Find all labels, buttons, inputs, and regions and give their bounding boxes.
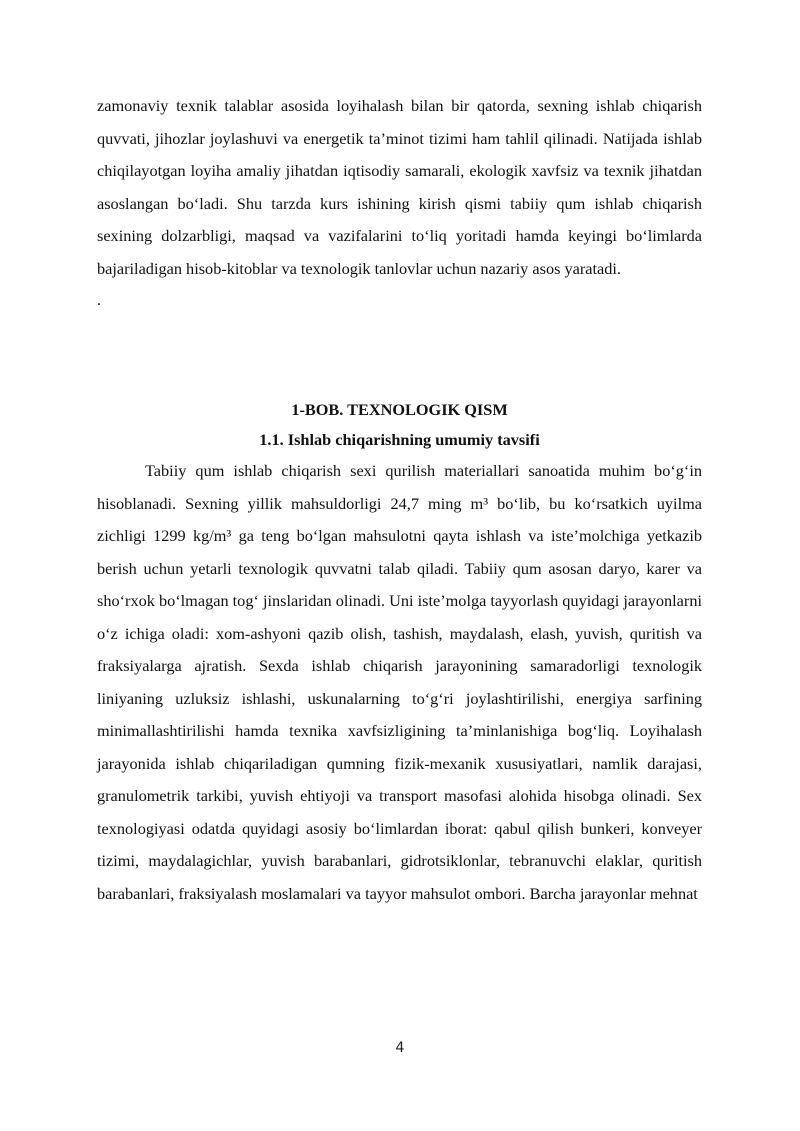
- spacer: [97, 321, 702, 395]
- intro-paragraph: zamonaviy texnik talablar asosida loyihalash bilan bir qatorda, sexning ishlab chiqarish quvvati, jihozlar joylashuvi va energetik ta’minot tizimi ham tahlil qilinadi. Natijada ishlab chiqilayotgan loyiha amaliy jihatdan iqtisodiy samarali, ekologik xavfsiz va texnik jihatdan asoslangan bo‘ladi. Shu tarzda kurs ishining kirish qismi tabiiy qum ishlab chiqarish sexining dolzarbligi, maqsad va vazifalarini to‘liq yoritadi hamda keyingi bo‘limlarda bajariladigan hisob-kitoblar va texnologik tanlovlar uchun nazariy asos yaratadi.: [97, 96, 702, 278]
- stray-dot: .: [97, 292, 101, 309]
- section-title: 1.1. Ishlab chiqarishning umumiy tavsifi: [259, 430, 540, 449]
- chapter-title: 1-BOB. TEXNOLOGIK QISM: [291, 400, 508, 419]
- page-number: 4: [395, 1040, 405, 1056]
- body-paragraph: Tabiiy qum ishlab chiqarish sexi qurilish materiallari sanoatida muhim bo‘g‘in hisoblanadi. Sexning yillik mahsuldorligi 24,7 ming m³ bo‘lib, bu ko‘rsatkich uyilma zichligi 1299 kg/m³ ga teng bo‘lgan mahsulotni qayta ishlash va iste’molchiga yetkazib berish uchun yetarli texnologik quvvatni talab qiladi. Tabiiy qum asosan daryo, karer va sho‘rxok bo‘lmagan tog‘ jinslaridan olinadi. Uni iste’molga tayyorlash quyidagi jarayonlarni o‘z ichiga oladi: xom-ashyoni qazib olish, tashish, maydalash, elash, yuvish, quritish va fraksiyalarga ajratish. Sexda ishlab chiqarish jarayonining samaradorligi texnologik liniyaning uzluksiz ishlashi, uskunalarning to‘g‘ri joylashtirilishi, energiya sarfining minimallashtirilishi hamda texnika xavfsizligining ta’minlanishiga bog‘liq. Loyihalash jarayonida ishlab chiqariladigan qumning fizik-mexanik xususiyatlari, namlik darajasi, granulometrik tarkibi, yuvish ehtiyoji va transport masofasi alohida hisobga olinadi. Sex texnologiyasi odatda quyidagi asosiy bo‘limlardan iborat: qabul qilish bunkeri, konveyer tizimi, maydalagichlar, yuvish barabanlari, gidrotsiklonlar, tebranuvchi elaklar, quritish barabanlari, fraksiyalash moslamalari va tayyor mahsulot ombori. Barcha jarayonlar mehnat: [97, 461, 702, 903]
- document-page: [97, 90, 702, 910]
